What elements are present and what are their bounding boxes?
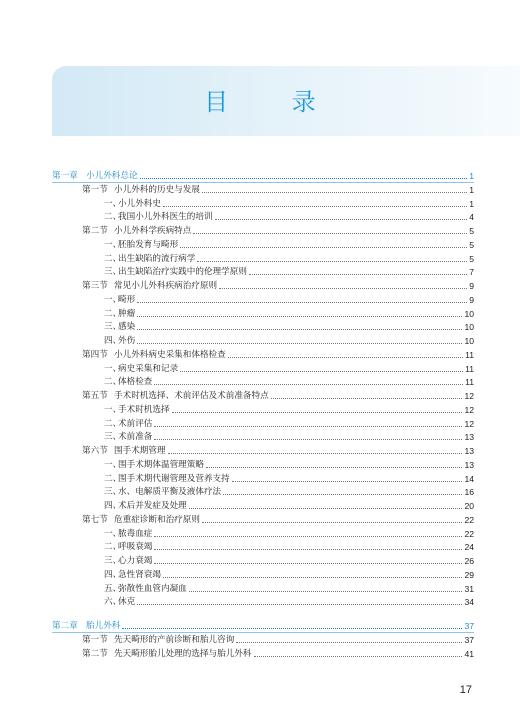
toc-entry-title: 出生缺陷治疗实践中的伦理学原则 [118, 267, 247, 278]
toc-entry-number: 第四节 [82, 349, 108, 360]
toc-entry-title: 胎儿外科 [86, 621, 121, 631]
dot-leader [163, 206, 467, 207]
toc-item-entry[interactable] [0, 555, 520, 567]
dot-leader [197, 261, 467, 262]
toc-item-entry[interactable] [0, 253, 520, 265]
dot-leader [154, 549, 462, 550]
toc-entry-number: 二、 [104, 212, 122, 223]
toc-item-entry[interactable] [0, 211, 520, 223]
dot-leader [137, 604, 462, 605]
toc-entry-page: 13 [464, 432, 474, 443]
toc-chapter-entry[interactable] [0, 620, 520, 632]
dot-leader [140, 178, 467, 179]
toc-entry-page: 11 [465, 377, 474, 388]
toc-entry-page: 12 [464, 391, 474, 401]
toc-section-entry[interactable] [0, 445, 520, 457]
toc-entry-title: 小儿外科总论 [86, 171, 138, 181]
toc-entry-title: 术前评估 [118, 418, 153, 429]
toc-item-entry[interactable] [0, 431, 520, 443]
toc-entry-title: 围手术期代谢管理及营养支持 [118, 473, 230, 484]
toc-entry-number: 第六节 [82, 446, 108, 456]
toc-entry-number: 三、 [104, 432, 122, 443]
toc-section-entry[interactable] [0, 225, 520, 237]
toc-entry-number: 三、 [104, 556, 122, 566]
toc-entry-number: 四、 [104, 501, 122, 511]
toc-item-entry[interactable] [0, 266, 520, 278]
toc-item-entry[interactable] [0, 418, 520, 430]
toc-entry-title: 常见小儿外科疾病治疗原则 [114, 281, 218, 291]
toc-entry-number: 一、 [104, 459, 122, 470]
toc-entry-number: 五、 [104, 583, 122, 594]
dot-leader [202, 192, 467, 193]
toc-entry-title: 手术时机选择 [118, 404, 170, 415]
page-number: 17 [459, 684, 472, 696]
dot-leader [189, 591, 462, 592]
toc-entry-number: 六、 [104, 597, 122, 608]
dot-leader [189, 508, 462, 509]
toc-item-entry[interactable] [0, 376, 520, 388]
toc-entry-number: 一、 [104, 294, 122, 305]
toc-item-entry[interactable] [0, 459, 520, 471]
toc-item-entry[interactable] [0, 239, 520, 251]
dot-leader [202, 522, 462, 523]
toc-section-entry[interactable] [0, 349, 520, 361]
toc-entry-number: 一、 [104, 363, 122, 374]
toc-entry-page: 37 [464, 621, 474, 631]
toc-entry-title: 外伤 [118, 336, 136, 346]
dot-leader [180, 371, 463, 372]
toc-entry-page: 13 [464, 459, 474, 470]
toc-entry-number: 第七节 [82, 514, 108, 525]
toc-entry-page: 24 [464, 542, 474, 553]
toc-item-entry[interactable] [0, 473, 520, 485]
toc-entry-title: 心力衰竭 [118, 556, 153, 566]
toc-entry-page: 13 [464, 446, 474, 456]
dot-leader [154, 563, 462, 564]
toc-entry-page: 41 [464, 648, 474, 659]
toc-entry-number: 四、 [104, 569, 122, 580]
dot-leader [137, 316, 462, 317]
dot-leader [154, 384, 463, 385]
toc-entry-number: 一、 [104, 239, 122, 250]
toc-entry-number: 二、 [104, 377, 122, 388]
toc-item-entry[interactable] [0, 404, 520, 416]
toc-item-entry[interactable] [0, 198, 520, 210]
dot-leader [172, 412, 462, 413]
toc-entry-title: 病史采集和记录 [118, 363, 179, 374]
toc-entry-title: 弥散性血管内凝血 [118, 583, 187, 594]
dot-leader [271, 398, 462, 399]
dot-leader [137, 329, 462, 330]
toc-section-entry[interactable] [0, 648, 520, 660]
toc-entry-page: 5 [469, 253, 474, 264]
toc-entry-page: 1 [469, 198, 474, 209]
dot-leader [154, 426, 462, 427]
toc-entry-title: 手术时机选择、术前评估及术前准备特点 [114, 391, 269, 401]
toc-entry-title: 小儿外科的历史与发展 [114, 184, 200, 195]
toc-entry-number: 第三节 [82, 281, 108, 291]
toc-entry-page: 1 [469, 171, 474, 181]
toc-entry-number: 二、 [104, 308, 122, 319]
toc-entry-title: 休克 [118, 597, 136, 608]
toc-entry-title: 肿瘤 [118, 308, 136, 319]
toc-entry-page: 31 [464, 583, 474, 594]
toc-entry-title: 出生缺陷的流行病学 [118, 253, 196, 264]
toc-entry-title: 先天畸形胎儿处理的选择与胎儿外科 [114, 648, 252, 659]
toc-item-entry[interactable] [0, 569, 520, 581]
toc-entry-number: 第二章 [52, 621, 78, 631]
toc-entry-page: 10 [464, 322, 474, 333]
toc-entry-page: 10 [464, 336, 474, 346]
toc-entry-number: 一、 [104, 404, 122, 415]
toc-entry-page: 9 [469, 294, 474, 305]
toc-entry-number: 四、 [104, 336, 122, 346]
toc-item-entry[interactable] [0, 486, 520, 498]
dot-leader [122, 628, 462, 629]
toc-entry-page: 16 [464, 487, 474, 498]
dot-leader [137, 302, 467, 303]
toc-entry-number: 第五节 [82, 391, 108, 401]
toc-entry-number: 二、 [104, 418, 122, 429]
toc-entry-page: 9 [469, 281, 474, 291]
toc-entry-number: 三、 [104, 322, 122, 333]
dot-leader [163, 577, 462, 578]
toc-entry-number: 三、 [104, 487, 122, 498]
toc-entry-title: 呼吸衰竭 [118, 542, 153, 553]
toc-entry-page: 12 [464, 418, 474, 429]
toc-entry-number: 第一节 [82, 184, 108, 195]
toc-entry-number: 第一章 [52, 171, 78, 181]
toc-section-entry[interactable] [0, 280, 520, 292]
dot-leader [228, 357, 463, 358]
toc-item-entry[interactable] [0, 541, 520, 553]
toc-entry-number: 第二节 [82, 648, 108, 659]
toc-entry-page: 14 [464, 473, 474, 484]
toc-entry-page: 22 [464, 514, 474, 525]
dot-leader [215, 219, 467, 220]
dot-leader [206, 467, 462, 468]
toc-section-entry[interactable] [0, 634, 520, 646]
toc-entry-page: 5 [469, 226, 474, 236]
toc-entry-title: 小儿外科病史采集和体格检查 [114, 349, 226, 360]
toc-entry-page: 34 [464, 597, 474, 608]
toc-entry-title: 危重症诊断和治疗原则 [114, 514, 200, 525]
toc-entry-page: 22 [464, 528, 474, 539]
toc-entry-page: 10 [464, 308, 474, 319]
dot-leader [154, 439, 462, 440]
dot-leader [232, 481, 462, 482]
toc-entry-title: 胚胎发育与畸形 [118, 239, 179, 250]
toc-entry-page: 37 [464, 634, 474, 645]
toc-section-entry[interactable] [0, 514, 520, 526]
toc-entry-title: 围手术期体温管理策略 [118, 459, 204, 470]
toc-entry-number: 三、 [104, 267, 122, 278]
toc-entry-page: 5 [469, 239, 474, 250]
dot-leader [223, 494, 462, 495]
toc-section-entry[interactable] [0, 184, 520, 196]
toc-item-entry[interactable] [0, 528, 520, 540]
toc-entry-title: 感染 [118, 322, 136, 333]
toc-entry-title: 脓毒血症 [118, 528, 153, 539]
dot-leader [180, 247, 467, 248]
toc-entry-page: 20 [464, 501, 474, 511]
toc-entry-number: 二、 [104, 473, 122, 484]
toc-item-entry[interactable] [0, 500, 520, 512]
toc-entry-title: 我国小儿外科医生的培训 [118, 212, 213, 223]
toc-item-entry[interactable] [0, 308, 520, 320]
dot-leader [236, 642, 462, 643]
toc-entry-title: 术前准备 [118, 432, 153, 443]
toc-item-entry[interactable] [0, 321, 520, 333]
toc-section-entry[interactable] [0, 390, 520, 402]
page-title: 目 录 [204, 88, 344, 116]
toc-entry-number: 一、 [104, 528, 122, 539]
toc-item-entry[interactable] [0, 583, 520, 595]
toc-entry-title: 小儿外科史 [118, 198, 161, 209]
dot-leader [193, 233, 467, 234]
toc-entry-number: 二、 [104, 253, 122, 264]
dot-leader [154, 536, 462, 537]
dot-leader [254, 656, 462, 657]
toc-entry-page: 4 [469, 212, 474, 223]
toc-item-entry[interactable] [0, 596, 520, 608]
toc-item-entry[interactable] [0, 294, 520, 306]
toc-item-entry[interactable] [0, 363, 520, 375]
toc-item-entry[interactable] [0, 335, 520, 347]
toc-entry-title: 畸形 [118, 294, 136, 305]
toc-entry-number: 二、 [104, 542, 122, 553]
toc-entry-title: 围手术期管理 [114, 446, 166, 456]
toc-entry-page: 29 [464, 569, 474, 580]
toc-entry-page: 1 [469, 184, 474, 195]
toc-entry-number: 一、 [104, 198, 122, 209]
toc-entry-title: 小儿外科学疾病特点 [114, 226, 192, 236]
toc-entry-title: 术后并发症及处理 [118, 501, 187, 511]
dot-leader [168, 453, 462, 454]
toc-entry-number: 第二节 [82, 226, 108, 236]
toc-entry-title: 体格检查 [118, 377, 153, 388]
toc-entry-number: 第一节 [82, 634, 108, 645]
toc-entry-title: 水、电解质平衡及液体疗法 [118, 487, 222, 498]
toc-entry-page: 11 [465, 349, 474, 360]
toc-chapter-entry[interactable] [0, 170, 520, 182]
dot-leader [219, 288, 467, 289]
toc-entry-page: 26 [464, 556, 474, 566]
toc-entry-page: 11 [465, 363, 474, 374]
toc-entry-title: 先天畸形的产前诊断和胎儿咨询 [114, 634, 235, 645]
toc-entry-page: 7 [469, 267, 474, 278]
dot-leader [249, 274, 467, 275]
toc-entry-page: 12 [464, 404, 474, 415]
toc-entry-title: 急性肾衰竭 [118, 569, 161, 580]
dot-leader [137, 343, 462, 344]
